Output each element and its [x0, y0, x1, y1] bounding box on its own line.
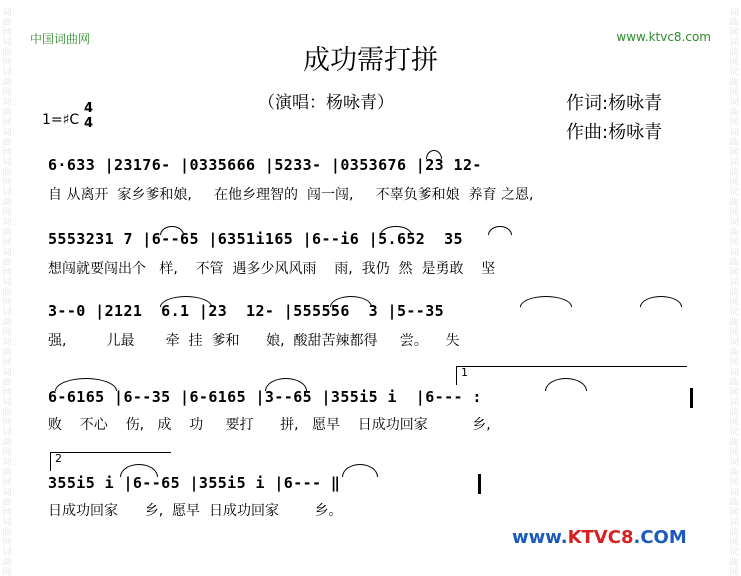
- watermark-glyph: 词 曲 网: [729, 368, 739, 398]
- watermark-glyph: 词 曲 网: [2, 188, 12, 218]
- watermark-glyph: 词 曲 网: [729, 308, 739, 338]
- watermark-glyph: 词 曲 网: [2, 278, 12, 308]
- volta-number: 2: [55, 452, 62, 465]
- score-row-3: [0, 294, 741, 364]
- watermark-glyph: 词 曲 网: [729, 98, 739, 128]
- slur: [426, 150, 442, 159]
- watermark-glyph: 词 曲 网: [729, 188, 739, 218]
- watermark-glyph: 词 曲 网: [729, 548, 739, 576]
- slur: [380, 226, 412, 235]
- lyrics-row-1: 自 从离开 家乡爹和娘, 在他乡理智的 闯一闯, 不辜负爹和娘 养育 之恩,: [48, 187, 534, 203]
- watermark-glyph: 词 曲 网: [2, 38, 12, 68]
- slur: [160, 296, 212, 307]
- footer-site-logo[interactable]: [512, 527, 687, 548]
- score-row-1: [0, 150, 741, 220]
- repeat-barline: [690, 388, 693, 408]
- meter-top: 4: [84, 101, 94, 116]
- watermark-glyph: 词 曲 网: [2, 218, 12, 248]
- score-row-4: [0, 366, 741, 436]
- watermark-glyph: 词 曲 网: [729, 248, 739, 278]
- watermark-glyph: 词 曲 网: [729, 338, 739, 368]
- watermark-glyph: 词 曲 网: [729, 518, 739, 548]
- footer-text-b: KTVC8: [567, 527, 634, 548]
- watermark-glyph: 词 曲 网: [729, 38, 739, 68]
- watermark-glyph: 词 曲 网: [729, 158, 739, 188]
- notes-row-1: 6·633 |23176- |0335666 |5233- |0353676 |23 12-: [48, 156, 482, 174]
- watermark-glyph: 词 曲 网: [729, 428, 739, 458]
- lyricist-credit: 作词:杨咏青: [566, 93, 663, 114]
- watermark-glyph: 词 曲 网: [729, 68, 739, 98]
- watermark-glyph: 词 曲 网: [2, 518, 12, 548]
- watermark-glyph: 词 曲 网: [729, 8, 739, 38]
- composer-credit: 作曲:杨咏青: [566, 122, 663, 143]
- slur: [160, 226, 184, 235]
- slur: [640, 296, 682, 307]
- watermark-glyph: 词 曲 网: [729, 278, 739, 308]
- footer-text-a: www.: [512, 527, 568, 548]
- volta-number: 1: [461, 366, 468, 379]
- footer-text-c: .COM: [633, 527, 687, 548]
- watermark-glyph: 词 曲 网: [2, 458, 12, 488]
- watermark-glyph: 词 曲 网: [729, 458, 739, 488]
- watermark-glyph: 词 曲 网: [729, 488, 739, 518]
- watermark-glyph: 词 曲 网: [2, 398, 12, 428]
- lyrics-row-2: 想闯就要闯出个 样, 不管 遇多少风风雨 雨, 我仍 然 是勇敢 坚: [48, 261, 496, 277]
- score-row-2: [0, 222, 741, 292]
- final-barline: [478, 474, 481, 494]
- lyrics-row-5: 日成功回家 乡, 愿早 日成功回家 乡。: [48, 503, 343, 519]
- slur: [330, 296, 372, 307]
- slur: [55, 378, 117, 391]
- watermark-glyph: 词 曲 网: [729, 128, 739, 158]
- watermark-glyph: 词 曲 网: [2, 8, 12, 38]
- watermark-glyph: 词 曲 网: [2, 338, 12, 368]
- watermark-glyph: 词 曲 网: [2, 98, 12, 128]
- notes-row-2: 5553231 7 |6--65 |6351i165 |6--i6 |5.652 35: [48, 230, 463, 248]
- slur: [488, 226, 512, 235]
- watermark-glyph: 词 曲 网: [2, 68, 12, 98]
- watermark-glyph: 词 曲 网: [2, 248, 12, 278]
- watermark-glyph: 词 曲 网: [2, 428, 12, 458]
- watermark-glyph: 词 曲 网: [2, 128, 12, 158]
- singer-line: （演唱：杨咏青）: [258, 93, 394, 113]
- slur: [342, 464, 378, 477]
- site-name-left[interactable]: 中国词曲网: [30, 32, 91, 46]
- score-row-5: [0, 452, 741, 522]
- notes-row-4: 6-6165 |6--35 |6-6165 |3--65 |355i5 i |6--- :: [48, 388, 482, 406]
- key-signature: 1=♯C: [42, 112, 80, 128]
- watermark-glyph: 词 曲 网: [2, 158, 12, 188]
- watermark-glyph: 词 曲 网: [2, 548, 12, 576]
- slur: [265, 378, 307, 391]
- notes-row-3: 3--0 |2121 6.1 |23 12- |555556 3 |5--35: [48, 302, 445, 320]
- watermark-glyph: 词 曲 网: [2, 308, 12, 338]
- lyrics-row-4: 败 不心 伤, 成 功 要打 拼, 愿早 日成功回家 乡,: [48, 417, 491, 433]
- lyrics-row-3: 强, 儿最 牵 挂 爹和 娘, 酸甜苦辣都得 尝。 失: [48, 333, 460, 349]
- watermark-glyph: 词 曲 网: [729, 218, 739, 248]
- notes-row-5: 355i5 i |6--65 |355i5 i |6--- ‖: [48, 474, 341, 492]
- song-title: 成功需打拼: [303, 45, 438, 76]
- meter-bottom: 4: [84, 116, 94, 131]
- slur: [520, 296, 572, 307]
- time-signature: [84, 101, 93, 131]
- watermark-glyph: 词 曲 网: [2, 368, 12, 398]
- watermark-glyph: 词 曲 网: [2, 488, 12, 518]
- site-url-right[interactable]: www.ktvc8.com: [616, 30, 711, 44]
- watermark-glyph: 词 曲 网: [729, 398, 739, 428]
